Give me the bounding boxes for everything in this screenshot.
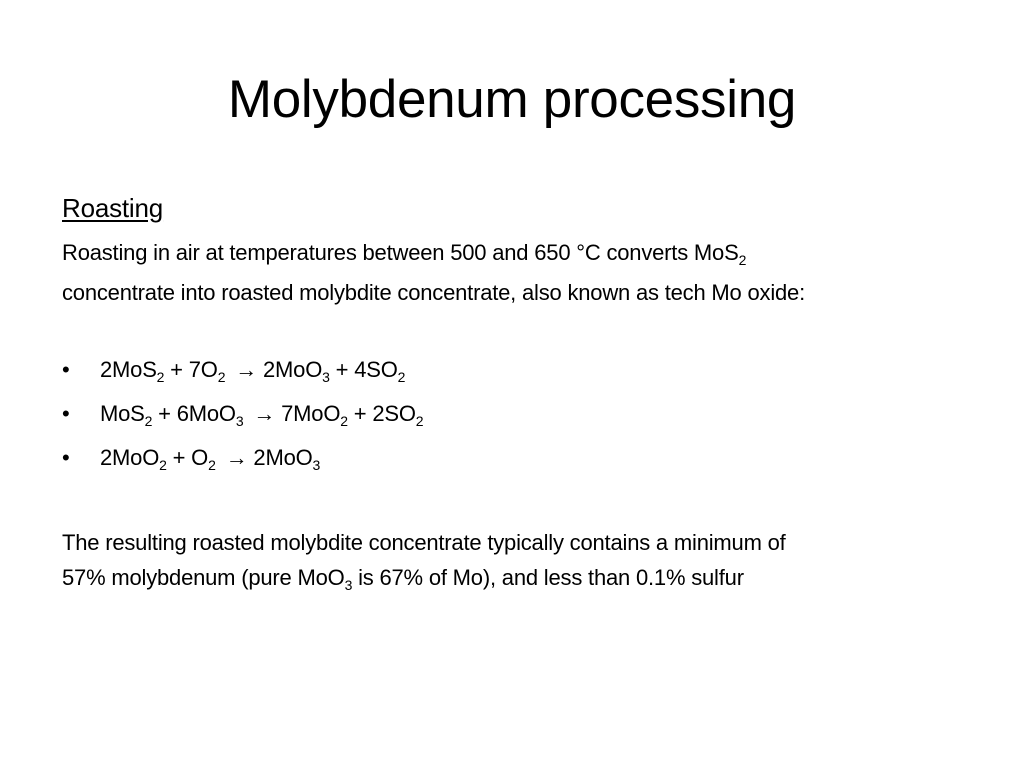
product-1-subscript: 2: [340, 413, 348, 429]
reactant-1: MoS: [100, 401, 145, 426]
reaction-item: [62, 352, 962, 396]
product-2: + 4SO: [329, 357, 398, 382]
reaction-item: [62, 440, 962, 484]
conclusion-paragraph: [62, 525, 992, 595]
slide-title: Molybdenum processing: [227, 70, 797, 129]
intro-text-line2: concentrate into roasted molybdite concentrate, also known as tech Mo oxide:: [62, 280, 806, 305]
reactant-2-subscript: 2: [217, 369, 226, 385]
reaction-arrow-icon: →: [235, 357, 258, 382]
reaction-item: [62, 396, 962, 440]
reactant-1-subscript: 2: [159, 457, 167, 473]
reaction-arrow-icon: →: [225, 445, 248, 470]
product-1-subscript: 3: [312, 457, 321, 473]
reactant-2: + 7O: [164, 357, 218, 382]
conclusion-text-line2: 57% molybdenum (pure MoO: [62, 565, 345, 590]
reactant-2-subscript: 3: [235, 413, 244, 429]
product-1: 2MoO: [247, 445, 313, 470]
reactant-1-subscript: 2: [144, 413, 153, 429]
reactant-1: 2MoS: [100, 357, 157, 382]
bullet-icon: •: [62, 401, 70, 426]
reactant-1: 2MoO: [100, 445, 160, 470]
intro-text-line1: Roasting in air at temperatures between 500 and 650 °C converts MoS: [62, 240, 739, 265]
reaction-list: [62, 352, 962, 484]
reactant-2-subscript: 2: [208, 457, 216, 473]
conclusion-subscript: 3: [344, 577, 353, 593]
product-1: 7MoO: [275, 401, 341, 426]
product-1-subscript: 3: [322, 369, 330, 385]
product-2: + 2SO: [347, 401, 416, 426]
conclusion-text-line2-end: is 67% of Mo), and less than 0.1% sulfur: [352, 565, 744, 590]
reactant-2: + O: [166, 445, 209, 470]
reaction-arrow-icon: →: [253, 401, 276, 426]
section-heading: Roasting: [62, 193, 164, 223]
bullet-icon: •: [62, 357, 70, 382]
product-1: 2MoO: [257, 357, 323, 382]
intro-paragraph: [62, 233, 992, 313]
reactant-2: + 6MoO: [152, 401, 236, 426]
intro-subscript: 2: [738, 252, 747, 268]
reactant-1-subscript: 2: [156, 369, 165, 385]
product-2-subscript: 2: [415, 413, 424, 429]
bullet-icon: •: [62, 445, 70, 470]
product-2-subscript: 2: [397, 369, 406, 385]
conclusion-text-line1: The resulting roasted molybdite concentrate typically contains a minimum of: [62, 530, 786, 555]
